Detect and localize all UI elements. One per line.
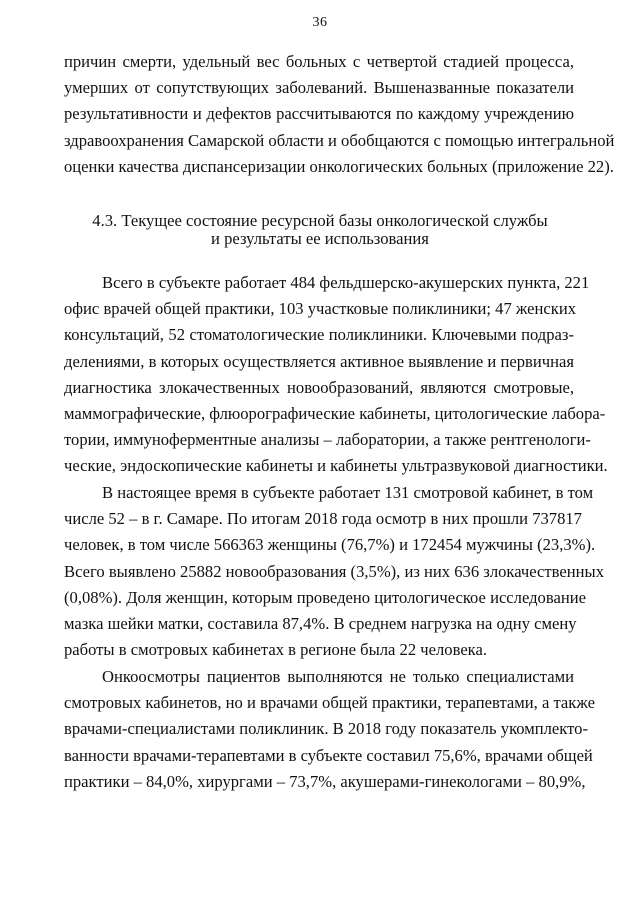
paragraph-oncology-checkups (64, 664, 595, 795)
text-line: человек, в том числе 566363 женщины (76,7%) и 172454 мужчины (23,3%). (64, 535, 596, 555)
text-line: работы в смотровых кабинетах в регионе была 22 человека. (64, 640, 488, 660)
text-line: делениями, в которых осуществляется активное выявление и первичная (64, 351, 574, 371)
text-line: результативности и дефектов рассчитываются по каждому учреждению (64, 104, 574, 124)
section-heading-line: 4.3. Текущее состояние ресурсной базы онкологической службы (92, 211, 548, 230)
text-line: практики – 84,0%, хирургами – 73,7%, акушерами-гинекологами – 80,9%, (64, 771, 586, 791)
text-line: причин смерти, удельный вес больных с четвертой стадией процесса, (64, 52, 574, 71)
page-number: 36 (312, 15, 328, 30)
text-line: оценки качества диспансеризации онкологических больных (приложение 22). (64, 156, 614, 176)
text-line: В настоящее время в субъекте работает 131 смотровой кабинет, в том (102, 483, 594, 502)
text-line: офис врачей общей практики, 103 участковые поликлиники; 47 женских (64, 299, 576, 319)
text-line: (0,08%). Доля женщин, которым проведено цитологическое исследование (64, 587, 586, 607)
text-line: здравоохранения Самарской области и обобщаются с помощью интегральной (64, 130, 615, 150)
paragraph-resources (64, 270, 608, 480)
text-line: тории, иммуноферментные анализы – лаборатории, а также рентгенологи- (64, 430, 591, 450)
text-line: Онкоосмотры пациентов выполняются не только специалистами (102, 667, 574, 686)
paragraph-screening-rooms (64, 480, 604, 663)
text-line: мазка шейки матки, составила 87,4%. В среднем нагрузка на одну смену (64, 613, 577, 633)
text-line: ческие, эндоскопические кабинеты и кабинеты ультразвуковой диагностики. (64, 456, 608, 476)
text-line: маммографические, флюорографические кабинеты, цитологические лабора- (64, 403, 606, 423)
text-line: ванности врачами-терапевтами в субъекте составил 75,6%, врачами общей (64, 745, 593, 765)
text-line: Всего в субъекте работает 484 фельдшерско-акушерских пункта, 221 (102, 273, 590, 292)
paragraph-continuation (64, 49, 615, 180)
text-line: умерших от сопутствующих заболеваний. Вышеназванные показатели (64, 78, 574, 98)
text-line: диагностика злокачественных новообразований, являются смотровые, (64, 377, 574, 397)
text-line: врачами-специалистами поликлиник. В 2018 году показатель укомплекто- (64, 719, 588, 739)
section-heading-line: и результаты ее использования (211, 229, 429, 248)
text-line: числе 52 – в г. Самаре. По итогам 2018 года осмотр в них прошли 737817 (64, 509, 582, 529)
text-line: консультаций, 52 стоматологические поликлиники. Ключевыми подраз- (64, 325, 574, 345)
section-heading (0, 212, 640, 248)
text-line: смотровых кабинетов, но и врачами общей практики, терапевтами, а также (64, 693, 595, 713)
text-line: Всего выявлено 25882 новообразования (3,5%), из них 636 злокачественных (64, 561, 604, 581)
